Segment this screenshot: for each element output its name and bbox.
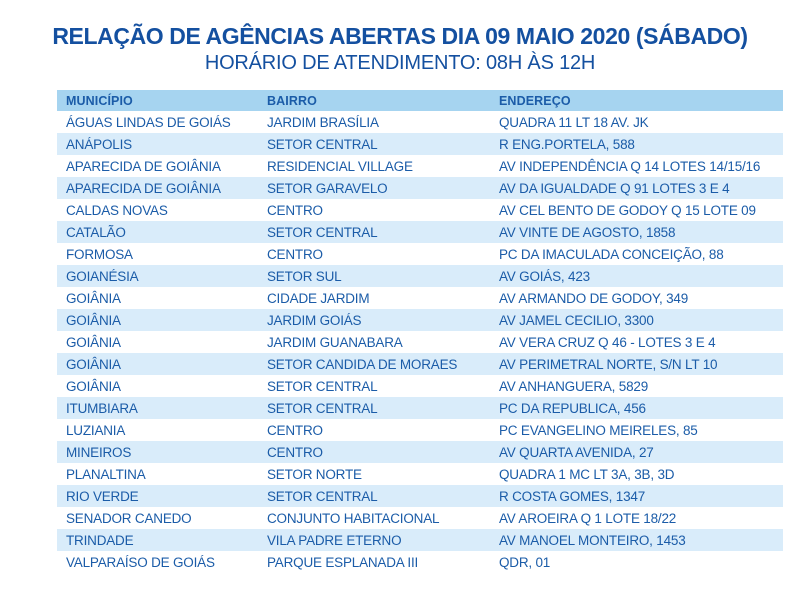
cell-municipio: PLANALTINA	[66, 466, 146, 482]
cell-bairro: CIDADE JARDIM	[267, 290, 370, 306]
table-row	[57, 243, 783, 265]
cell-municipio: SENADOR CANEDO	[66, 510, 192, 526]
cell-bairro: SETOR CENTRAL	[267, 136, 378, 152]
table-row	[57, 419, 783, 441]
cell-bairro: VILA PADRE ETERNO	[267, 532, 402, 548]
table-body	[57, 111, 783, 573]
cell-endereco: AV JAMEL CECILIO, 3300	[499, 312, 654, 328]
cell-endereco: PC DA IMACULADA CONCEIÇÃO, 88	[499, 246, 724, 262]
cell-municipio: VALPARAÍSO DE GOIÁS	[66, 554, 215, 570]
cell-municipio: TRINDADE	[66, 532, 134, 548]
cell-endereco: AV VERA CRUZ Q 46 - LOTES 3 E 4	[499, 334, 716, 350]
cell-bairro: SETOR CENTRAL	[267, 224, 378, 240]
cell-endereco: PC EVANGELINO MEIRELES, 85	[499, 422, 698, 438]
cell-endereco: AV PERIMETRAL NORTE, S/N LT 10	[499, 356, 718, 372]
cell-municipio: APARECIDA DE GOIÂNIA	[66, 180, 221, 196]
cell-bairro: CONJUNTO HABITACIONAL	[267, 510, 440, 526]
cell-endereco: PC DA REPUBLICA, 456	[499, 400, 646, 416]
cell-bairro: CENTRO	[267, 202, 323, 218]
table-row	[57, 177, 783, 199]
table-row	[57, 265, 783, 287]
cell-municipio: MINEIROS	[66, 444, 132, 460]
table-row	[57, 353, 783, 375]
cell-endereco: R COSTA GOMES, 1347	[499, 488, 645, 504]
table-row	[57, 375, 783, 397]
cell-endereco: AV AROEIRA Q 1 LOTE 18/22	[499, 510, 677, 526]
table-row	[57, 331, 783, 353]
cell-endereco: AV MANOEL MONTEIRO, 1453	[499, 532, 686, 548]
title-line-1: RELAÇÃO DE AGÊNCIAS ABERTAS DIA 09 MAIO 2020 (SÁBADO)	[52, 23, 748, 49]
cell-endereco: AV VINTE DE AGOSTO, 1858	[499, 224, 676, 240]
cell-endereco: AV DA IGUALDADE Q 91 LOTES 3 E 4	[499, 180, 730, 196]
cell-municipio: CALDAS NOVAS	[66, 202, 168, 218]
cell-endereco: QUADRA 11 LT 18 AV. JK	[499, 114, 649, 130]
table-row	[57, 287, 783, 309]
cell-bairro: CENTRO	[267, 444, 323, 460]
cell-municipio: APARECIDA DE GOIÂNIA	[66, 158, 221, 174]
column-header-endereco: ENDEREÇO	[490, 90, 783, 111]
cell-endereco: AV ANHANGUERA, 5829	[499, 378, 649, 394]
cell-bairro: RESIDENCIAL VILLAGE	[267, 158, 413, 174]
cell-endereco: AV QUARTA AVENIDA, 27	[499, 444, 654, 460]
table-row	[57, 111, 783, 133]
column-header-municipio: MUNICÍPIO	[57, 90, 258, 111]
table-row	[57, 133, 783, 155]
cell-municipio: GOIÂNIA	[66, 290, 121, 306]
cell-municipio: GOIÂNIA	[66, 312, 121, 328]
cell-municipio: GOIÂNIA	[66, 356, 121, 372]
cell-endereco: AV ARMANDO DE GODOY, 349	[499, 290, 689, 306]
page-title	[0, 0, 800, 75]
cell-bairro: SETOR CANDIDA DE MORAES	[267, 356, 458, 372]
cell-bairro: SETOR CENTRAL	[267, 488, 378, 504]
cell-municipio: GOIANÉSIA	[66, 268, 139, 284]
agencies-table	[57, 90, 783, 573]
cell-municipio: GOIÂNIA	[66, 378, 121, 394]
table-row	[57, 529, 783, 551]
cell-municipio: ANÁPOLIS	[66, 136, 132, 152]
cell-endereco: QUADRA 1 MC LT 3A, 3B, 3D	[499, 466, 675, 482]
cell-bairro: JARDIM GUANABARA	[267, 334, 403, 350]
table-row	[57, 309, 783, 331]
cell-endereco: AV INDEPENDÊNCIA Q 14 LOTES 14/15/16	[499, 158, 761, 174]
cell-bairro: PARQUE ESPLANADA III	[267, 554, 419, 570]
table-row	[57, 551, 783, 573]
cell-bairro: SETOR GARAVELO	[267, 180, 388, 196]
table-row	[57, 441, 783, 463]
table-row	[57, 221, 783, 243]
column-header-bairro: BAIRRO	[258, 90, 490, 111]
cell-municipio: ÁGUAS LINDAS DE GOIÁS	[66, 114, 231, 130]
cell-bairro: SETOR CENTRAL	[267, 400, 378, 416]
table-row	[57, 155, 783, 177]
cell-municipio: LUZIANIA	[66, 422, 126, 438]
cell-bairro: SETOR CENTRAL	[267, 378, 378, 394]
table-row	[57, 507, 783, 529]
cell-bairro: CENTRO	[267, 422, 323, 438]
table-row	[57, 463, 783, 485]
cell-bairro: SETOR SUL	[267, 268, 342, 284]
cell-municipio: ITUMBIARA	[66, 400, 138, 416]
cell-endereco: QDR, 01	[499, 554, 551, 570]
cell-endereco: AV GOIÁS, 423	[499, 268, 590, 284]
cell-bairro: JARDIM GOIÁS	[267, 312, 362, 328]
cell-bairro: SETOR NORTE	[267, 466, 362, 482]
cell-endereco: R ENG.PORTELA, 588	[499, 136, 635, 152]
table-row	[57, 485, 783, 507]
cell-bairro: JARDIM BRASÍLIA	[267, 114, 379, 130]
cell-municipio: FORMOSA	[66, 246, 133, 262]
table-row	[57, 199, 783, 221]
cell-municipio: GOIÂNIA	[66, 334, 121, 350]
cell-municipio: CATALÃO	[66, 224, 126, 240]
title-line-2: HORÁRIO DE ATENDIMENTO: 08H ÀS 12H	[204, 52, 596, 75]
table-header-row	[57, 90, 783, 111]
cell-municipio: RIO VERDE	[66, 488, 139, 504]
cell-endereco: AV CEL BENTO DE GODOY Q 15 LOTE 09	[499, 202, 756, 218]
cell-bairro: CENTRO	[267, 246, 323, 262]
table-row	[57, 397, 783, 419]
